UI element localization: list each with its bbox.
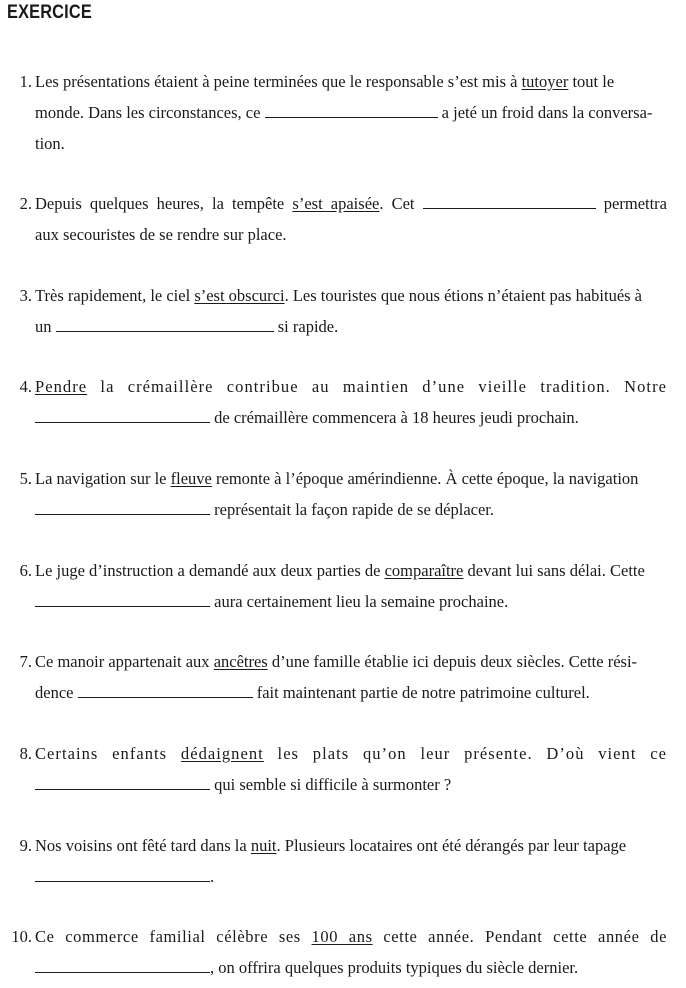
exercise-item-7 bbox=[19, 646, 667, 708]
item-line: . bbox=[35, 861, 667, 892]
underlined-word: dédaignent bbox=[180, 744, 264, 763]
underlined-word: s’est obscurci bbox=[194, 286, 285, 305]
item-number: 4. bbox=[19, 377, 32, 396]
answer-blank[interactable] bbox=[35, 605, 210, 607]
exercise-item-10 bbox=[11, 921, 667, 983]
answer-blank[interactable] bbox=[35, 421, 210, 423]
item-line: qui semble si difficile à surmonter ? bbox=[35, 769, 667, 800]
exercise-item-1 bbox=[19, 66, 667, 159]
underlined-word: comparaître bbox=[384, 561, 464, 580]
underlined-word: tutoyer bbox=[521, 72, 569, 91]
item-line: Les présentations étaient à peine terminées que le responsable s’est mis à tutoyer tout le bbox=[35, 72, 615, 91]
item-number: 1. bbox=[19, 72, 32, 91]
item-line: aura certainement lieu la semaine prochaine. bbox=[35, 586, 667, 617]
underlined-word: 100 ans bbox=[311, 927, 373, 946]
item-line: aux secouristes de se rendre sur place. bbox=[35, 225, 287, 244]
item-line: représentait la façon rapide de se déplacer. bbox=[35, 494, 667, 525]
answer-blank[interactable] bbox=[78, 696, 253, 698]
answer-blank[interactable] bbox=[35, 788, 210, 790]
exercise-item-2 bbox=[19, 188, 668, 250]
item-line: de crémaillère commencera à 18 heures jeudi prochain. bbox=[35, 402, 667, 433]
item-line: Pendre la crémaillère contribue au maintien d’une vieille tradition. Notre bbox=[35, 377, 667, 396]
item-number: 8. bbox=[19, 744, 32, 763]
exercise-item-4 bbox=[19, 371, 667, 433]
item-number: 6. bbox=[19, 561, 32, 580]
item-number: 3. bbox=[19, 286, 32, 305]
item-line: Ce commerce familial célèbre ses 100 ans cette année. Pendant cette année de bbox=[35, 927, 667, 946]
item-number: 9. bbox=[19, 836, 32, 855]
item-number: 10. bbox=[11, 927, 32, 946]
item-line: Certains enfants dédaignent les plats qu’on leur présente. D’où vient ce bbox=[35, 744, 667, 763]
item-line: un si rapide. bbox=[35, 317, 339, 336]
item-line: Ce manoir appartenait aux ancêtres d’une famille établie ici depuis deux siècles. Cette rési- bbox=[35, 652, 638, 671]
answer-blank[interactable] bbox=[35, 971, 210, 973]
underlined-word: Pendre bbox=[35, 377, 88, 396]
exercise-item-3 bbox=[19, 280, 667, 342]
answer-blank[interactable] bbox=[56, 330, 274, 332]
item-line: Nos voisins ont fêté tard dans la nuit. Plusieurs locataires ont été dérangés par leur tapage bbox=[35, 836, 627, 855]
underlined-word: ancêtres bbox=[213, 652, 268, 671]
item-line: Le juge d’instruction a demandé aux deux parties de comparaître devant lui sans délai. Cette bbox=[35, 561, 645, 580]
answer-blank[interactable] bbox=[423, 207, 596, 209]
item-line: dence fait maintenant partie de notre patrimoine culturel. bbox=[35, 683, 590, 702]
underlined-word: fleuve bbox=[170, 469, 212, 488]
item-line: Très rapidement, le ciel s’est obscurci. Les touristes que nous étions n’étaient pas habitués à bbox=[35, 286, 643, 305]
item-number: 2. bbox=[19, 194, 32, 213]
answer-blank[interactable] bbox=[265, 116, 438, 118]
item-number: 7. bbox=[19, 652, 32, 671]
item-line: monde. Dans les circonstances, ce a jeté un froid dans la conversa- bbox=[35, 103, 653, 122]
answer-blank[interactable] bbox=[35, 880, 210, 882]
answer-blank[interactable] bbox=[35, 513, 210, 515]
underlined-word: nuit bbox=[250, 836, 277, 855]
exercise-item-8 bbox=[19, 738, 667, 800]
exercise-item-5 bbox=[19, 463, 667, 525]
item-line: La navigation sur le fleuve remonte à l’époque amérindienne. À cette époque, la navigation bbox=[35, 469, 639, 488]
item-line: , on offrira quelques produits typiques du siècle dernier. bbox=[35, 952, 667, 983]
item-number: 5. bbox=[19, 469, 32, 488]
underlined-word: s’est apaisée bbox=[292, 194, 380, 213]
exercise-title: EXERCICE bbox=[7, 2, 92, 23]
exercise-item-9 bbox=[19, 830, 667, 892]
item-line: Depuis quelques heures, la tempête s’est apaisée. Cet permettra bbox=[35, 194, 668, 213]
exercise-item-6 bbox=[19, 555, 667, 617]
item-line: tion. bbox=[35, 134, 65, 153]
